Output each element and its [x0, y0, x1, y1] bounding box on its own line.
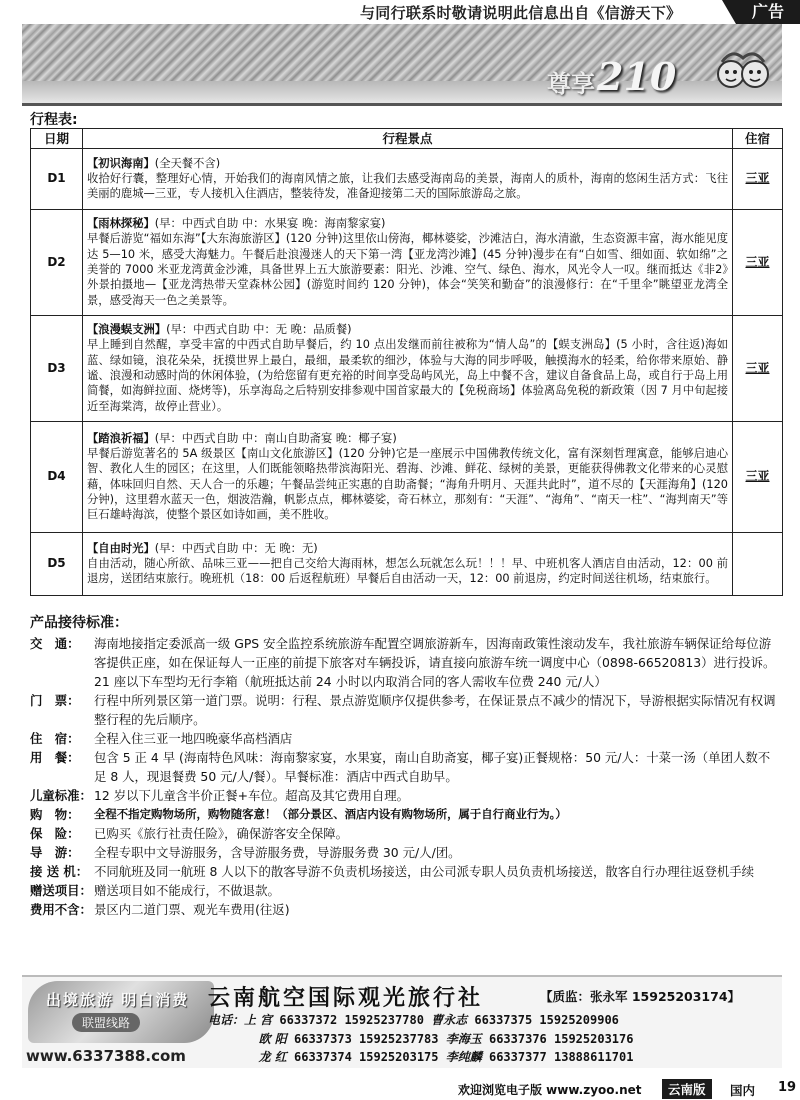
day-stay: 三亚 — [733, 149, 783, 210]
standard-item-excluded — [30, 900, 782, 919]
standard-item-children — [30, 786, 782, 805]
standard-item-transport — [30, 634, 782, 691]
contact-numbers: 66337373 15925237783 — [294, 1031, 439, 1046]
col-header-stay: 住宿 — [733, 129, 783, 149]
contact-label: 龙 红 — [258, 1050, 287, 1064]
contact-name: 李纯麟 — [445, 1050, 482, 1064]
contact-numbers-2: 66337376 15925203176 — [488, 1031, 634, 1046]
product-logo — [547, 54, 676, 99]
page-number: 19 — [778, 1080, 797, 1095]
day-body: 收拾好行囊，整理好心情，开始我们的海南风情之旅，让我们去感受海南岛的美景，海南人的质朴，海南的悠闲生活方式：飞往美丽的鹿城—三亚，专人接机入住酒店，整装待发，准备迎接第二天的国际旅游岛之旅。 — [87, 171, 728, 201]
phone-row — [208, 1011, 633, 1030]
ebook-link[interactable]: 欢迎浏览电子版 www.zyoo.net — [458, 1083, 642, 1097]
agency-website[interactable]: www.6337388.com — [26, 1047, 186, 1065]
phone-list — [208, 1011, 633, 1067]
day-title: 【踏浪祈福】 — [87, 431, 155, 445]
itinerary-row-d1 — [31, 149, 783, 210]
day-meals: (早：中西式自助 中：南山自助斋宴 晚：椰子宴) — [154, 431, 397, 445]
standard-item-guide — [30, 843, 782, 862]
standard-label: 接 送 机： — [30, 864, 89, 879]
contact-label: 电话：上 宫 — [208, 1013, 273, 1027]
day-stay — [733, 533, 783, 596]
day-meals: (早：中西式自助 中：无 晚：无) — [154, 541, 318, 555]
quality-supervisor: 【质监：张永军 15925203174】 — [540, 989, 741, 1004]
day-meals: (早：中西式自助 中：水果宴 晚：海南黎家宴) — [154, 217, 386, 231]
itinerary-table — [30, 128, 783, 596]
itinerary-row-d2 — [31, 210, 783, 316]
day-description — [83, 210, 733, 316]
contact-name: 李海玉 — [445, 1031, 482, 1046]
badge-subtext: 联盟线路 — [72, 1013, 140, 1032]
day-title: 【初识海南】 — [87, 156, 155, 170]
contact-numbers-2: 66337377 13888611701 — [488, 1050, 634, 1064]
day-label: D3 — [31, 316, 83, 422]
standard-text: 海南地接指定委派高一级 GPS 安全监控系统旅游车配置空调旅游新车，因海南政策性滚动发车，我社旅游车辆保证给每位游客提供正座，如在保证每人一正座的前提下旅客对车辆投诉，请直接向旅游车统一调度中心（0898-66520813）进行投诉。21 座以下车型均无行李箱（航班抵达前 24 小时以内取消合同的客人需收车位费 240 元/人） — [94, 636, 776, 689]
standard-text: 景区内二道门票、观光车费用(往返) — [94, 902, 290, 917]
day-body: 早上睡到自然醒，享受丰富的中西式自助早餐后，约 10 点出发继而前往被称为“情人岛”的【蜈支洲岛】(5 小时，含往返)海如蓝、绿如镜，浪花朵朵，抚摸世界上最白，最细，最柔软的细沙，体验与大海的同步呼吸，触摸海水的轻柔，给你带来原始、静谧、浪漫和动感时尚的休闲体验，(为给您留有更充裕的时间享受岛屿风光，岛上中餐不含，建议自备食品上岛，或自行于岛上用简餐，如海鲜拉面、烧烤等)，乐享海岛之后特别安排参观中国首家最大的【免税商场】体验离岛免税的新政策（因 7 月中旬起接近至海棠湾，故停止营业）。 — [87, 338, 728, 413]
standard-item-airport-transfer — [30, 862, 782, 881]
source-notice: 与同行联系时敬请说明此信息出自《信游天下》 — [360, 4, 682, 22]
day-description — [83, 316, 733, 422]
standard-text: 12 岁以下儿童含半价正餐+车位。超高及其它费用自理。 — [94, 788, 410, 803]
standard-label: 费用不含： — [30, 902, 92, 917]
standard-label: 赠送项目： — [30, 883, 92, 898]
itinerary-row-d5 — [31, 533, 783, 596]
day-body: 自由活动，随心所欲、品味三亚——把自己交给大海雨林，想怎么玩就怎么玩！！！早、中班机客人酒店自由活动，12：00 前退房，送团结束旅行。晚班机（18：00 后返程航班）早餐后自由活动一天，12：00 前退房，约定时间送往机场，结束旅行。 — [87, 556, 728, 586]
standard-label: 用 餐： — [30, 750, 80, 765]
standard-item-gifts — [30, 881, 782, 900]
top-header-bar — [0, 0, 800, 24]
day-meals: (早：中西式自助 中：无 晚：品质餐) — [166, 323, 352, 337]
standard-text: 赠送项目如不能成行，不做退款。 — [94, 883, 280, 898]
standard-text: 全程入住三亚一地四晚豪华高档酒店 — [94, 731, 293, 746]
standard-label: 交 通： — [30, 636, 80, 651]
standard-text: 全程专职中文导游服务，含导游服务费，导游服务费 30 元/人/团。 — [94, 845, 461, 860]
contact-label: 欧 阳 — [258, 1031, 287, 1046]
day-description — [83, 533, 733, 596]
standard-text: 不同航班及同一航班 8 人以下的散客导游不负责机场接送，由公司派专职人员负责机场接送，散客自行办理往返登机手续 — [94, 864, 755, 879]
day-body: 早餐后游览“福如东海”【大东海旅游区】(120 分钟)这里依山傍海，椰林婆娑，沙滩洁白，海水清澈，生态资源丰富，海水能见度达 5—10 米，感受大海魅力。午餐后赴浪漫迷人的天下第一湾【亚龙湾沙滩】(45 分钟)漫步在有“白如雪、细如面、软如绵”之美誉的 7000 米亚龙湾黄金沙滩，具备世界上五大旅游要素：阳光、沙滩、空气、绿色、海水，风光令人一叹。继而抵达《非2》外景拍摄地—【亚龙湾热带天堂森林公园】(游览时间约 120 分钟)，体会“笑笑和勤奋”的浪漫修行：在“千里伞”眺望亚龙湾全景，感受海天一色之美景等。 — [87, 232, 728, 307]
day-label: D4 — [31, 422, 83, 533]
standards-title: 产品接待标准： — [30, 615, 128, 631]
contact-numbers: 66337372 15925237780 — [279, 1013, 424, 1027]
day-stay: 三亚 — [733, 210, 783, 316]
day-body: 早餐后游览著名的 5A 级景区【南山文化旅游区】(120 分钟)它是一座展示中国佛教传统文化，富有深刻哲理寓意，能够启迪心智、教化人生的园区；在这里，人们既能领略热带滨海阳光、碧海、沙滩、鲜花、绿树的美景，更能获得佛教文化带来的心灵慰藉，体味回归自然、天人合一的乐趣；午餐品尝纯正实惠的自助斋餐；“海角升明月、天涯共此时”，道不尽的【天涯海角】(120 分钟)，这里碧水蓝天一色，烟波浩瀚，帆影点点，椰林婆娑，奇石林立，那刻有：“天涯”、“海角”、“南天一柱”、“海判南天”等巨石雄峙海滨，使整个景区如诗如画，美不胜收。 — [87, 446, 728, 522]
standard-label: 保 险： — [30, 826, 80, 841]
contact-numbers: 66337374 15925203175 — [294, 1050, 439, 1064]
standard-label: 儿童标准： — [30, 788, 92, 803]
phone-row — [208, 1048, 633, 1067]
day-stay: 三亚 — [733, 422, 783, 533]
standard-label: 门 票： — [30, 693, 80, 708]
service-standards — [30, 612, 782, 919]
contact-name: 曹永志 — [431, 1013, 468, 1027]
col-header-attractions: 行程景点 — [83, 129, 733, 149]
day-description — [83, 149, 733, 210]
day-label: D2 — [31, 210, 83, 316]
day-stay: 三亚 — [733, 316, 783, 422]
standard-label: 导 游： — [30, 845, 80, 860]
day-title: 【浪漫蜈支洲】 — [87, 323, 167, 337]
day-title: 【雨林探秘】 — [87, 217, 155, 231]
tag-corner — [722, 0, 736, 24]
standard-item-tickets — [30, 691, 782, 729]
contact-numbers-2: 66337375 15925209906 — [474, 1013, 619, 1027]
standard-label: 住 宿： — [30, 731, 80, 746]
edition-tag: 云南版 — [662, 1079, 712, 1099]
standard-item-lodging — [30, 729, 782, 748]
itinerary-section-title: 行程表: — [30, 112, 78, 128]
phone-row — [208, 1030, 633, 1049]
ad-tag: 广告 — [736, 0, 800, 24]
logo-brand-text: 尊享 — [547, 69, 595, 98]
logo-brand-number: 210 — [597, 54, 677, 99]
badge-text: 出境旅游 明白消费 — [46, 991, 190, 1009]
standard-item-shopping — [30, 805, 782, 824]
domestic-label: 国内 — [730, 1083, 756, 1098]
day-description — [83, 422, 733, 533]
itinerary-row-d3 — [31, 316, 783, 422]
standard-label: 购 物： — [30, 807, 80, 822]
product-banner — [22, 24, 782, 106]
standard-text: 已购买《旅行社责任险》，确保游客安全保障。 — [94, 826, 349, 841]
company-name: 云南航空国际观光旅行社 — [208, 985, 484, 1011]
standard-text: 包含 5 正 4 早 (海南特色风味：海南黎家宴，水果宴，南山自助斋宴，椰子宴)正餐规格：50 元/人：十菜一汤（单团人数不足 8 人，现退餐费 50 元/人/餐）。早餐标准：酒店中西式自助早。 — [94, 750, 771, 784]
col-header-date: 日期 — [31, 129, 83, 149]
itinerary-row-d4 — [31, 422, 783, 533]
standard-item-meals — [30, 748, 782, 786]
alliance-badge — [28, 981, 214, 1043]
day-meals: (全天餐不含) — [154, 156, 221, 170]
coconut-mascot-icon — [712, 48, 774, 94]
standard-item-insurance — [30, 824, 782, 843]
bottom-bar — [0, 1077, 800, 1099]
standard-text: 全程不指定购物场所，购物随客意！（部分景区、酒店内设有购物场所，属于自行商业行为。） — [94, 807, 567, 821]
standard-text: 行程中所列景区第一道门票。说明：行程、景点游览顺序仅提供参考，在保证景点不减少的情况下，导游根据实际情况有权调整行程的先后顺序。 — [94, 693, 776, 727]
agency-footer — [22, 975, 782, 1068]
day-label: D5 — [31, 533, 83, 596]
itinerary-header-row — [31, 129, 783, 149]
day-label: D1 — [31, 149, 83, 210]
day-title: 【自由时光】 — [87, 541, 155, 555]
